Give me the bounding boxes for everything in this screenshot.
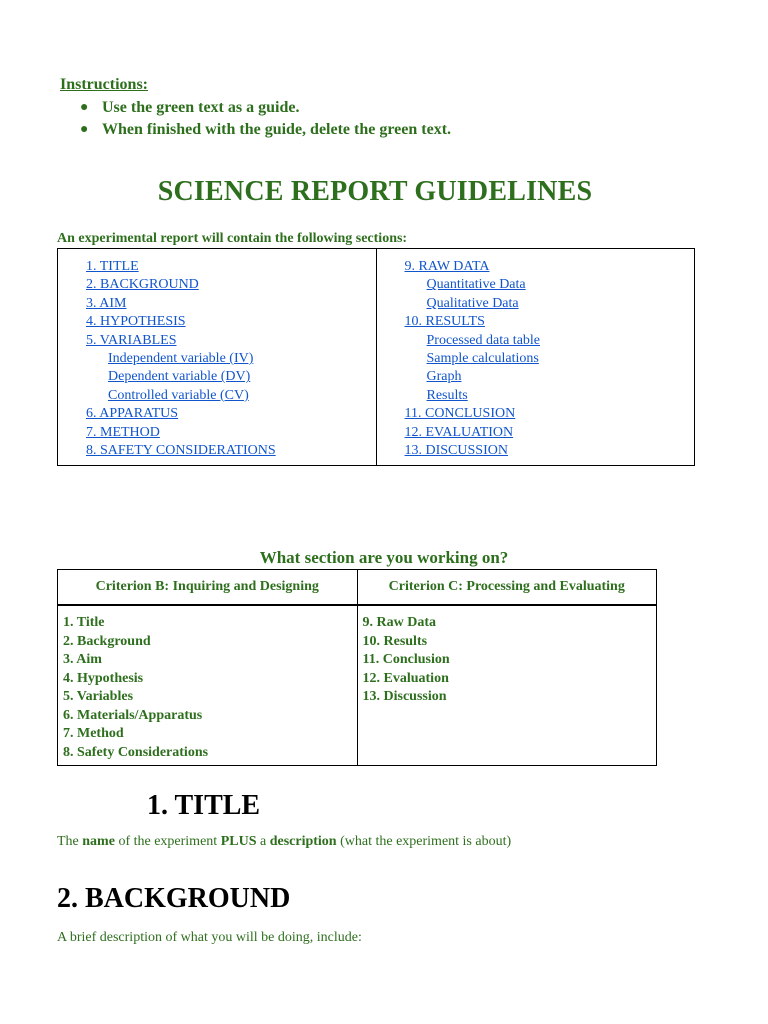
desc-text: The xyxy=(57,834,83,849)
section-link-conclusion[interactable]: 11. CONCLUSION xyxy=(404,406,516,422)
section-link-dependent-variable[interactable]: Dependent variable (DV) xyxy=(108,369,251,385)
section-link-sample-calculations[interactable]: Sample calculations xyxy=(426,351,539,367)
section-link-qualitative-data[interactable]: Qualitative Data xyxy=(426,295,519,311)
section-link-method[interactable]: 7. METHOD xyxy=(86,424,160,440)
section-link-independent-variable[interactable]: Independent variable (IV) xyxy=(108,351,254,367)
sections-column-left xyxy=(58,249,377,465)
criterion-b-item: 5. Variables xyxy=(63,689,134,704)
sections-column-right xyxy=(377,249,695,465)
criterion-b-header: Criterion B: Inquiring and Designing xyxy=(58,570,358,604)
instructions-list xyxy=(80,97,451,141)
criterion-b-item: 7. Method xyxy=(63,726,124,741)
criterion-c-item: 11. Conclusion xyxy=(362,652,450,667)
section-link-processed-data-table[interactable]: Processed data table xyxy=(426,332,541,348)
section-link-raw-data[interactable]: 9. RAW DATA xyxy=(404,259,490,274)
criterion-c-header: Criterion C: Processing and Evaluating xyxy=(388,579,625,594)
section-link-discussion[interactable]: 13. DISCUSSION xyxy=(404,443,508,459)
desc-bold: description xyxy=(269,834,337,849)
section-link-results-sub[interactable]: Results xyxy=(426,387,468,403)
bullet-icon: ● xyxy=(80,100,89,115)
criterion-c-item: 9. Raw Data xyxy=(362,615,436,630)
criterion-c-item: 10. Results xyxy=(362,633,428,649)
criterion-b-column xyxy=(58,606,358,766)
desc-bold: PLUS xyxy=(220,834,257,849)
criterion-c-item: 13. Discussion xyxy=(362,689,447,704)
criterion-b-item: 4. Hypothesis xyxy=(63,670,144,686)
section-link-evaluation[interactable]: 12. EVALUATION xyxy=(404,424,514,440)
criteria-table-body xyxy=(58,606,656,766)
section-link-results[interactable]: 10. RESULTS xyxy=(404,314,485,330)
instruction-text: Use the green text as a guide. xyxy=(102,99,300,116)
instruction-item xyxy=(80,119,451,141)
section-link-apparatus[interactable]: 6. APPARATUS xyxy=(86,406,179,422)
instructions-title: Instructions: xyxy=(60,76,149,93)
section-link-aim[interactable]: 3. AIM xyxy=(86,295,127,311)
criterion-b-item: 6. Materials/Apparatus xyxy=(63,707,203,723)
criteria-table xyxy=(57,569,657,766)
instruction-text: When finished with the guide, delete the green text. xyxy=(102,121,452,138)
sections-table xyxy=(57,248,695,466)
instruction-item xyxy=(80,97,451,119)
criterion-b-item: 8. Safety Considerations xyxy=(63,744,209,760)
section-heading-title: 1. TITLE xyxy=(147,790,261,821)
section-heading-background: 2. BACKGROUND xyxy=(57,883,291,914)
section-link-variables[interactable]: 5. VARIABLES xyxy=(86,332,177,348)
intro-text: An experimental report will contain the following sections: xyxy=(57,231,408,246)
page-title: SCIENCE REPORT GUIDELINES xyxy=(157,176,593,207)
bullet-icon: ● xyxy=(80,122,89,137)
desc-text: a xyxy=(256,834,270,849)
desc-bold: name xyxy=(82,834,115,849)
desc-text: (what the experiment is about) xyxy=(336,834,512,849)
section-link-safety[interactable]: 8. SAFETY CONSIDERATIONS xyxy=(86,443,276,459)
criterion-b-item: 3. Aim xyxy=(63,652,102,667)
criterion-c-column xyxy=(358,606,657,766)
criterion-c-item: 12. Evaluation xyxy=(362,670,449,686)
which-section-heading: What section are you working on? xyxy=(259,548,509,567)
criterion-b-item: 2. Background xyxy=(63,633,151,649)
section-link-controlled-variable[interactable]: Controlled variable (CV) xyxy=(108,387,249,403)
criterion-b-item: 1. Title xyxy=(63,615,105,630)
desc-text: of the experiment xyxy=(114,834,221,849)
background-description: A brief description of what you will be doing, include: xyxy=(57,930,362,945)
section-link-title[interactable]: 1. TITLE xyxy=(86,259,139,274)
section-link-background[interactable]: 2. BACKGROUND xyxy=(86,277,199,293)
title-description xyxy=(57,834,511,850)
section-link-hypothesis[interactable]: 4. HYPOTHESIS xyxy=(86,314,186,330)
criteria-table-header xyxy=(58,570,656,606)
section-link-quantitative-data[interactable]: Quantitative Data xyxy=(426,277,526,293)
section-link-graph[interactable]: Graph xyxy=(426,369,462,385)
